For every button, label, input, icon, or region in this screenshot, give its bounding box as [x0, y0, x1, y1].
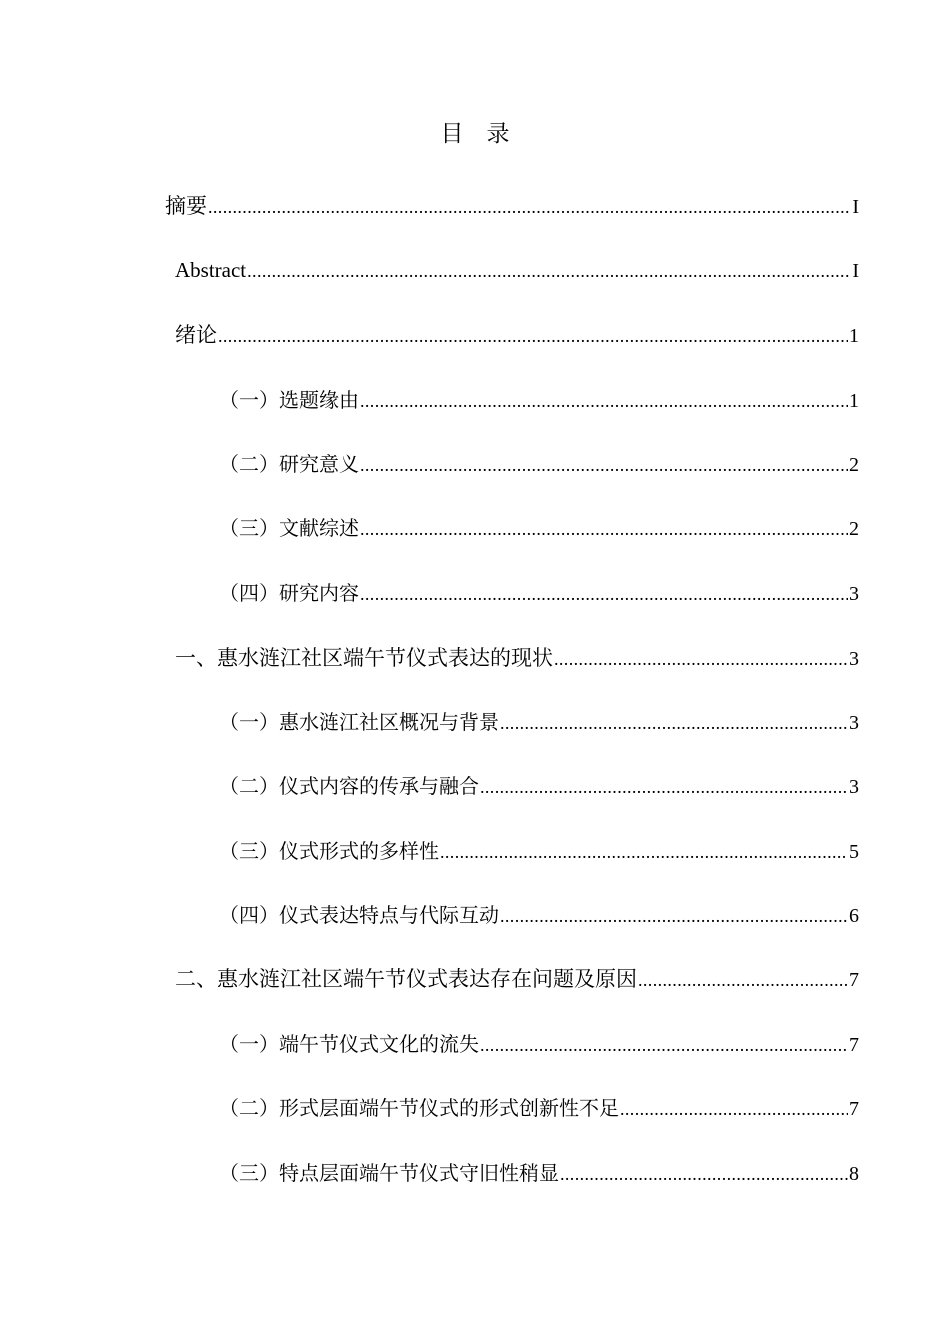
toc-entry-label: （二）仪式内容的传承与融合: [219, 774, 479, 798]
toc-leader-dots: [554, 642, 848, 676]
toc-entry[interactable]: [175, 641, 859, 675]
toc-entry[interactable]: [219, 898, 859, 932]
toc-entry-label: （一）选题缘由: [219, 388, 359, 412]
toc-entry-label: （四）研究内容: [219, 581, 359, 605]
toc-leader-dots: [360, 448, 848, 482]
page-title: 目 录: [440, 121, 510, 147]
toc-entry-label: （二）研究意义: [219, 452, 359, 476]
toc-leader-dots: [620, 1092, 848, 1126]
toc-entry-label: 一、惠水涟江社区端午节仪式表达的现状: [175, 646, 553, 670]
toc-entry-label: （四）仪式表达特点与代际互动: [219, 903, 499, 927]
toc-leader-dots: [480, 1028, 848, 1062]
toc-leader-dots: [360, 577, 848, 611]
toc-entry[interactable]: [219, 769, 859, 803]
toc-entry-page: 2: [849, 454, 859, 476]
toc-entry[interactable]: [175, 318, 859, 352]
toc-leader-dots: [360, 512, 848, 546]
toc-entry-page: 3: [849, 583, 859, 605]
toc-leader-dots: [500, 899, 848, 933]
toc-entry-label: Abstract: [175, 258, 247, 282]
toc-entry-page: 3: [849, 776, 859, 798]
toc-entry-page: I: [852, 260, 859, 282]
toc-entry-label: （三）仪式形式的多样性: [219, 839, 439, 863]
toc-entry[interactable]: [175, 962, 859, 996]
toc-entry-page: 7: [849, 1034, 859, 1056]
toc-entry[interactable]: [219, 1091, 859, 1125]
toc-entry-page: 5: [849, 841, 859, 863]
toc-leader-dots: [638, 963, 848, 997]
toc-entry[interactable]: [219, 1156, 859, 1190]
toc-entry[interactable]: [219, 705, 859, 739]
toc-entry-page: 6: [849, 905, 859, 927]
toc-entry-label: 绪论: [175, 323, 217, 347]
toc-entry-label: 二、惠水涟江社区端午节仪式表达存在问题及原因: [175, 967, 637, 991]
toc-entry-page: 2: [849, 518, 859, 540]
toc-entry-page: 1: [849, 325, 859, 347]
toc-entry[interactable]: [219, 447, 859, 481]
toc-leader-dots: [247, 254, 851, 288]
toc-entry-label: （二）形式层面端午节仪式的形式创新性不足: [219, 1096, 619, 1120]
toc-entry-label: 摘要: [165, 194, 207, 218]
toc-leader-dots: [560, 1157, 848, 1191]
toc-leader-dots: [218, 319, 848, 353]
toc-entry[interactable]: [219, 576, 859, 610]
toc-entry[interactable]: [219, 1027, 859, 1061]
toc-entry-page: 7: [849, 1098, 859, 1120]
toc-entry-page: 3: [849, 648, 859, 670]
toc-entry-label: （三）文献综述: [219, 516, 359, 540]
toc-entry-label: （三）特点层面端午节仪式守旧性稍显: [219, 1161, 559, 1185]
toc-entry-page: 7: [849, 969, 859, 991]
toc-entry-page: I: [852, 196, 859, 218]
toc-entry-page: 3: [849, 712, 859, 734]
toc-entry-label: （一）端午节仪式文化的流失: [219, 1032, 479, 1056]
toc-entry[interactable]: [219, 511, 859, 545]
toc-entry-page: 1: [849, 390, 859, 412]
toc-entry[interactable]: [219, 834, 859, 868]
toc-leader-dots: [480, 770, 848, 804]
toc-entry[interactable]: [165, 189, 859, 223]
toc-entry[interactable]: [219, 383, 859, 417]
toc-leader-dots: [208, 190, 851, 224]
toc-leader-dots: [360, 384, 848, 418]
toc-entry-page: 8: [849, 1163, 859, 1185]
toc-entry-label: （一）惠水涟江社区概况与背景: [219, 710, 499, 734]
toc-leader-dots: [500, 706, 848, 740]
toc-leader-dots: [440, 835, 848, 869]
toc-entry[interactable]: [175, 253, 859, 287]
